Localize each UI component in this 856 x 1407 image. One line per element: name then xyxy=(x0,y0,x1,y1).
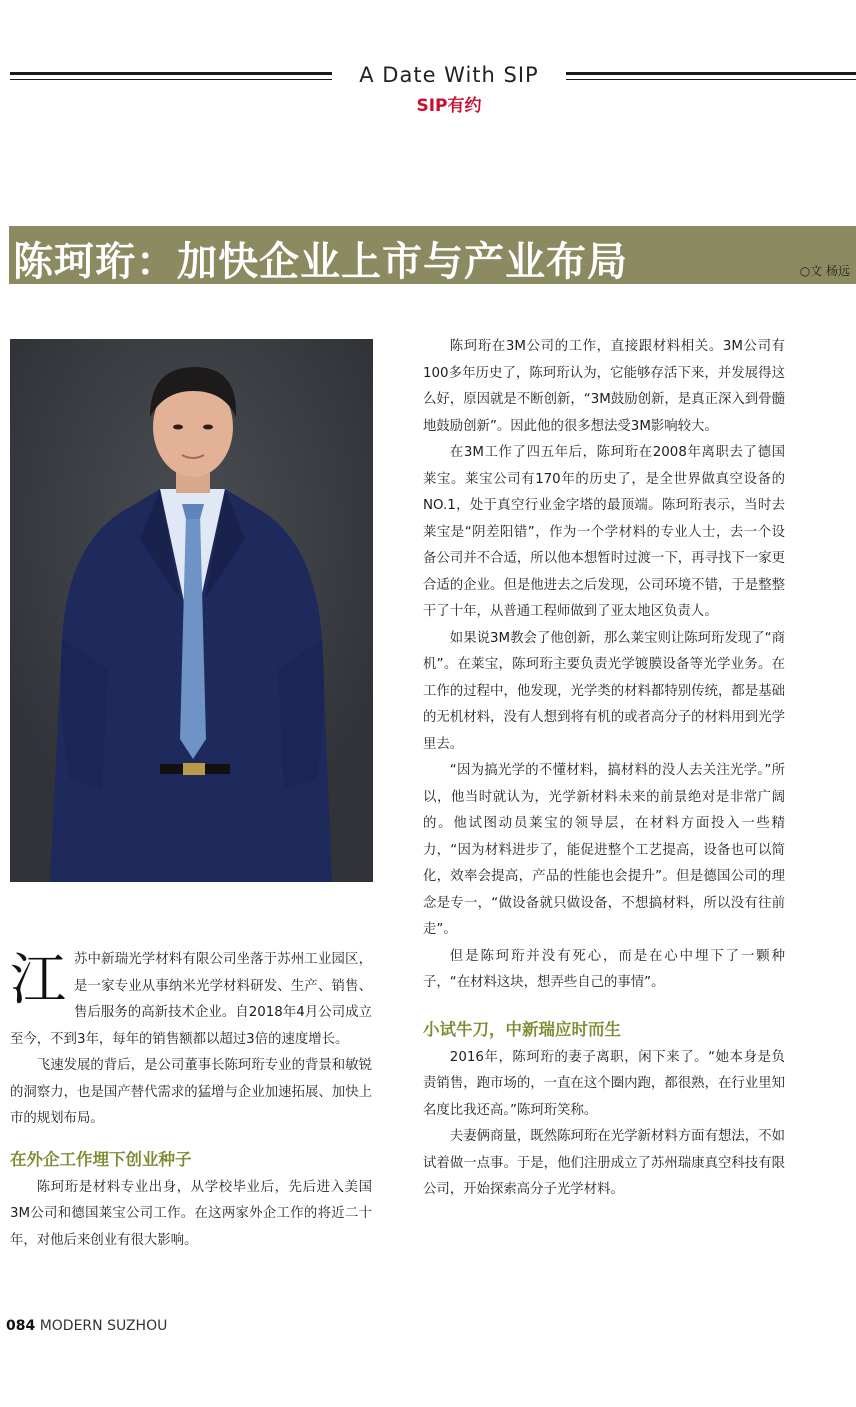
article-title: 陈珂珩：加快企业上市与产业布局 xyxy=(13,238,628,285)
intro-paragraph-1-text: 苏中新瑞光学材料有限公司坐落于苏州工业园区，是一家专业从事纳米光学材料研发、生产、销售、售后服务的高新技术企业。自2018年4月公司成立至今，不到3年，每年的销售额都以超过3倍的速度增长。 xyxy=(10,952,372,1047)
intro-paragraph-1 xyxy=(10,947,372,1053)
masthead-rule-right xyxy=(566,72,856,75)
section2-paragraph-1: 2016年，陈珂珩的妻子离职，闲下来了。“她本身是负责销售，跑市场的，一直在这个圈内跑，都很熟，在行业里知名度比我还高。”陈珂珩笑称。 xyxy=(423,1049,785,1118)
masthead-chinese: SIP有约 xyxy=(416,96,482,116)
section1-paragraph-1: 陈珂珩是材料专业出身，从学校毕业后，先后进入美国3M公司和德国莱宝公司工作。在这两家外企工作的将近二十年，对他后来创业有很大影响。 xyxy=(10,1179,372,1248)
masthead-english: A Date With SIP xyxy=(359,63,539,87)
masthead-rule-right-thin xyxy=(566,79,856,80)
article-title-band xyxy=(9,226,856,284)
right-column xyxy=(423,334,785,1204)
magazine-name: MODERN SUZHOU xyxy=(39,1318,168,1334)
masthead-rule-left-thin xyxy=(10,79,332,80)
body-paragraph-5: 但是陈珂珩并没有死心，而是在心中埋下了一颗种子，“在材料这块，想弄些自己的事情”。 xyxy=(423,948,785,990)
body-paragraph-4: “因为搞光学的不懂材料，搞材料的没人去关注光学。”所以，他当时就认为，光学新材料未来的前景绝对是非常广阔的。他试图动员莱宝的领导层，在材料方面投入一些精力，“因为材料进步了，能促进整个工艺提高，设备也可以简化，效率会提高，产品的性能也会提升”。但是德国公司的理念是专一，“做设备就只做设备，不想搞材料，所以没有往前走”。 xyxy=(423,763,785,937)
masthead xyxy=(0,60,856,116)
section2-paragraph-2: 夫妻俩商量，既然陈珂珩在光学新材料方面有想法，不如试着做一点事。于是，他们注册成立了苏州瑞康真空科技有限公司，开始探索高分子光学材料。 xyxy=(423,1129,785,1197)
page-footer xyxy=(6,1318,167,1334)
left-column xyxy=(10,947,372,1254)
body-paragraph-3: 如果说3M教会了他创新，那么莱宝则让陈珂珩发现了“商机”。在莱宝，陈珂珩主要负责光学镀膜设备等光学业务。在工作的过程中，他发现，光学类的材料都特别传统，都是基础的无机材料，没有人想到将有机的或者高分子的材料用到光学里去。 xyxy=(423,630,785,752)
article-byline: ○文 杨远 xyxy=(799,264,850,278)
portrait-illustration xyxy=(10,339,373,882)
masthead-rule-left xyxy=(10,72,332,75)
dropcap: 江 xyxy=(10,948,66,1013)
portrait-photo xyxy=(10,339,373,882)
body-paragraph-1: 陈珂珩在3M公司的工作，直接跟材料相关。3M公司有100多年历史了，陈珂珩认为，它能够存活下来，并发展得这么好，原因就是不断创新，“3M鼓励创新，是真正深入到骨髓地鼓励创新”。因此他的很多想法受3M影响较大。 xyxy=(423,339,785,434)
body-paragraph-2: 在3M工作了四五年后，陈珂珩在2008年离职去了德国莱宝。莱宝公司有170年的历史了，是全世界做真空设备的NO.1，处于真空行业金字塔的最顶端。陈珂珩表示，当时去莱宝是“阴差阳错”，作为一个学材料的专业人士，去一个设备公司并不合适，所以他本想暂时过渡一下，再寻找下一家更合适的企业。但是他进去之后发现，公司环境不错，于是整整干了十年，从普通工程师做到了亚太地区负责人。 xyxy=(423,445,785,619)
section-heading-1: 在外企工作埋下创业种子 xyxy=(10,1149,192,1169)
intro-paragraph-2: 飞速发展的背后，是公司董事长陈珂珩专业的背景和敏锐的洞察力，也是国产替代需求的猛增与企业加速拓展、加快上市的规划布局。 xyxy=(10,1058,372,1126)
page-number: 084 xyxy=(6,1318,36,1334)
section-heading-2: 小试牛刀，中新瑞应时而生 xyxy=(423,1019,621,1039)
